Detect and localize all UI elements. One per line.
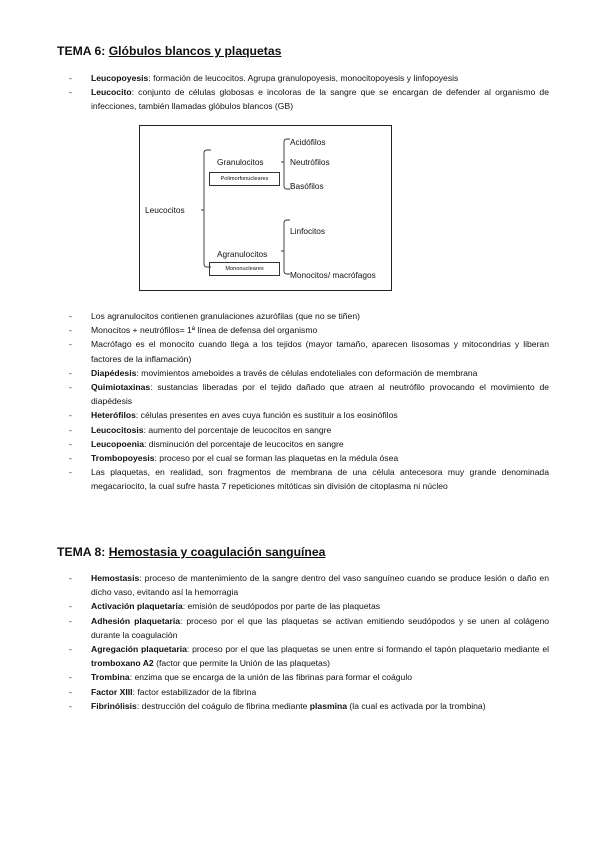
- list-item: - Quimiotaxinas: sustancias liberadas por el tejido dañado que atraen al neutrófilo provocando el movimiento de diapédesis: [91, 380, 549, 408]
- list-item: - Trombina: enzima que se encarga de la unión de las fibrinas para formar el coágulo: [91, 670, 549, 684]
- tema-8-prefix: TEMA 8:: [57, 545, 109, 559]
- list-item: - Leucopoenia: disminución del porcentaje de leucocitos en sangre: [91, 437, 549, 451]
- definitions-list-2: [91, 309, 549, 494]
- list-item: - Agregación plaquetaria: proceso por el que las plaquetas se unen entre si formando el tapón plaquetario mediante el tromboxano A2 (factor que permite la Unión de las plaquetas): [91, 642, 549, 670]
- diagram-acidofilos-label: Acidófilos: [290, 137, 326, 147]
- list-item: - Leucocitosis: aumento del porcentaje de leucocitos en sangre: [91, 423, 549, 437]
- diagram-agranulocitos-label: Agranulocitos: [217, 249, 268, 259]
- list-item: - Factor XIII: factor estabilizador de la fibrina: [91, 685, 549, 699]
- diagram-mononucleares-box: [209, 262, 280, 276]
- list-item: - Los agranulocitos contienen granulaciones azurófilas (que no se tiñen): [91, 309, 549, 323]
- list-item: - Monocitos + neutrófilos= 1ª línea de defensa del organismo: [91, 323, 549, 337]
- diagram-leucocitos-label: Leucocitos: [145, 205, 185, 215]
- diagram-polimorfonucleares-label: Polimorfonucleares: [220, 176, 269, 182]
- diagram-polimorfonucleares-box: [209, 172, 280, 186]
- tema-6-title: Glóbulos blancos y plaquetas: [108, 44, 282, 58]
- list-item: - Activación plaquetaria: emisión de seudópodos por parte de las plaquetas: [91, 599, 549, 613]
- list-item: - Heterófilos: células presentes en aves cuya función es sustituir a los eosinófilos: [91, 408, 549, 422]
- tema-6-prefix: TEMA 6:: [57, 44, 109, 58]
- list-item: - Fibrinólisis: destrucción del coágulo de fibrina mediante plasmina (la cual es activada por la trombina): [91, 699, 549, 713]
- list-item: - Las plaquetas, en realidad, son fragmentos de membrana de una célula antecesora muy grande denominada megacariocito, la cual sufre hasta 7 repeticiones mitóticas sin división de citoplasma ni núcleo: [91, 465, 549, 493]
- list-item: - Hemostasis: proceso de mantenimiento de la sangre dentro del vaso sanguíneo cuando se produce lesión o daño en dicho vaso, evitando así la hemorragia: [91, 571, 549, 599]
- diagram-granulocitos-label: Granulocitos: [217, 157, 264, 167]
- definitions-list-3: [91, 571, 549, 713]
- list-item: - Leucocito: conjunto de células globosas e incoloras de la sangre que se encargan de defender al organismo de infecciones, también llamadas glóbulos blancos (GB): [91, 85, 549, 113]
- diagram-neutrofilos-label: Neutrófilos: [290, 157, 330, 167]
- list-item: - Diapédesis: movimientos ameboides a través de células endoteliales con deformación de membrana: [91, 366, 549, 380]
- list-item: - Trombopoyesis: proceso por el cual se forman las plaquetas en la médula ósea: [91, 451, 549, 465]
- list-item: - Leucopoyesis: formación de leucocitos. Agrupa granulopoyesis, monocitopoyesis y linfopoyesis: [91, 71, 549, 85]
- tema-8-heading: [57, 545, 325, 559]
- diagram-linfocitos-label: Linfocitos: [290, 226, 326, 236]
- leucocitos-classification-diagram: [139, 125, 392, 291]
- tema-6-heading: [57, 44, 281, 58]
- tema-8-title: Hemostasia y coagulación sanguínea: [108, 545, 326, 559]
- diagram-mononucleares-label: Mononucleares: [225, 266, 264, 272]
- list-item: - Macrófago es el monocito cuando llega a los tejidos (mayor tamaño, aparecen lisosomas y mitocondrias y liberan factores de la inflamación): [91, 337, 549, 365]
- diagram-monocitos-label: Monocitos/ macrófagos: [290, 270, 376, 280]
- diagram-basofilos-label: Basófilos: [290, 181, 324, 191]
- definitions-list-1: [91, 71, 549, 114]
- list-item: - Adhesión plaquetaria: proceso por el que las plaquetas se activan emitiendo seudópodos y se unen al colágeno durante la coagulación: [91, 614, 549, 642]
